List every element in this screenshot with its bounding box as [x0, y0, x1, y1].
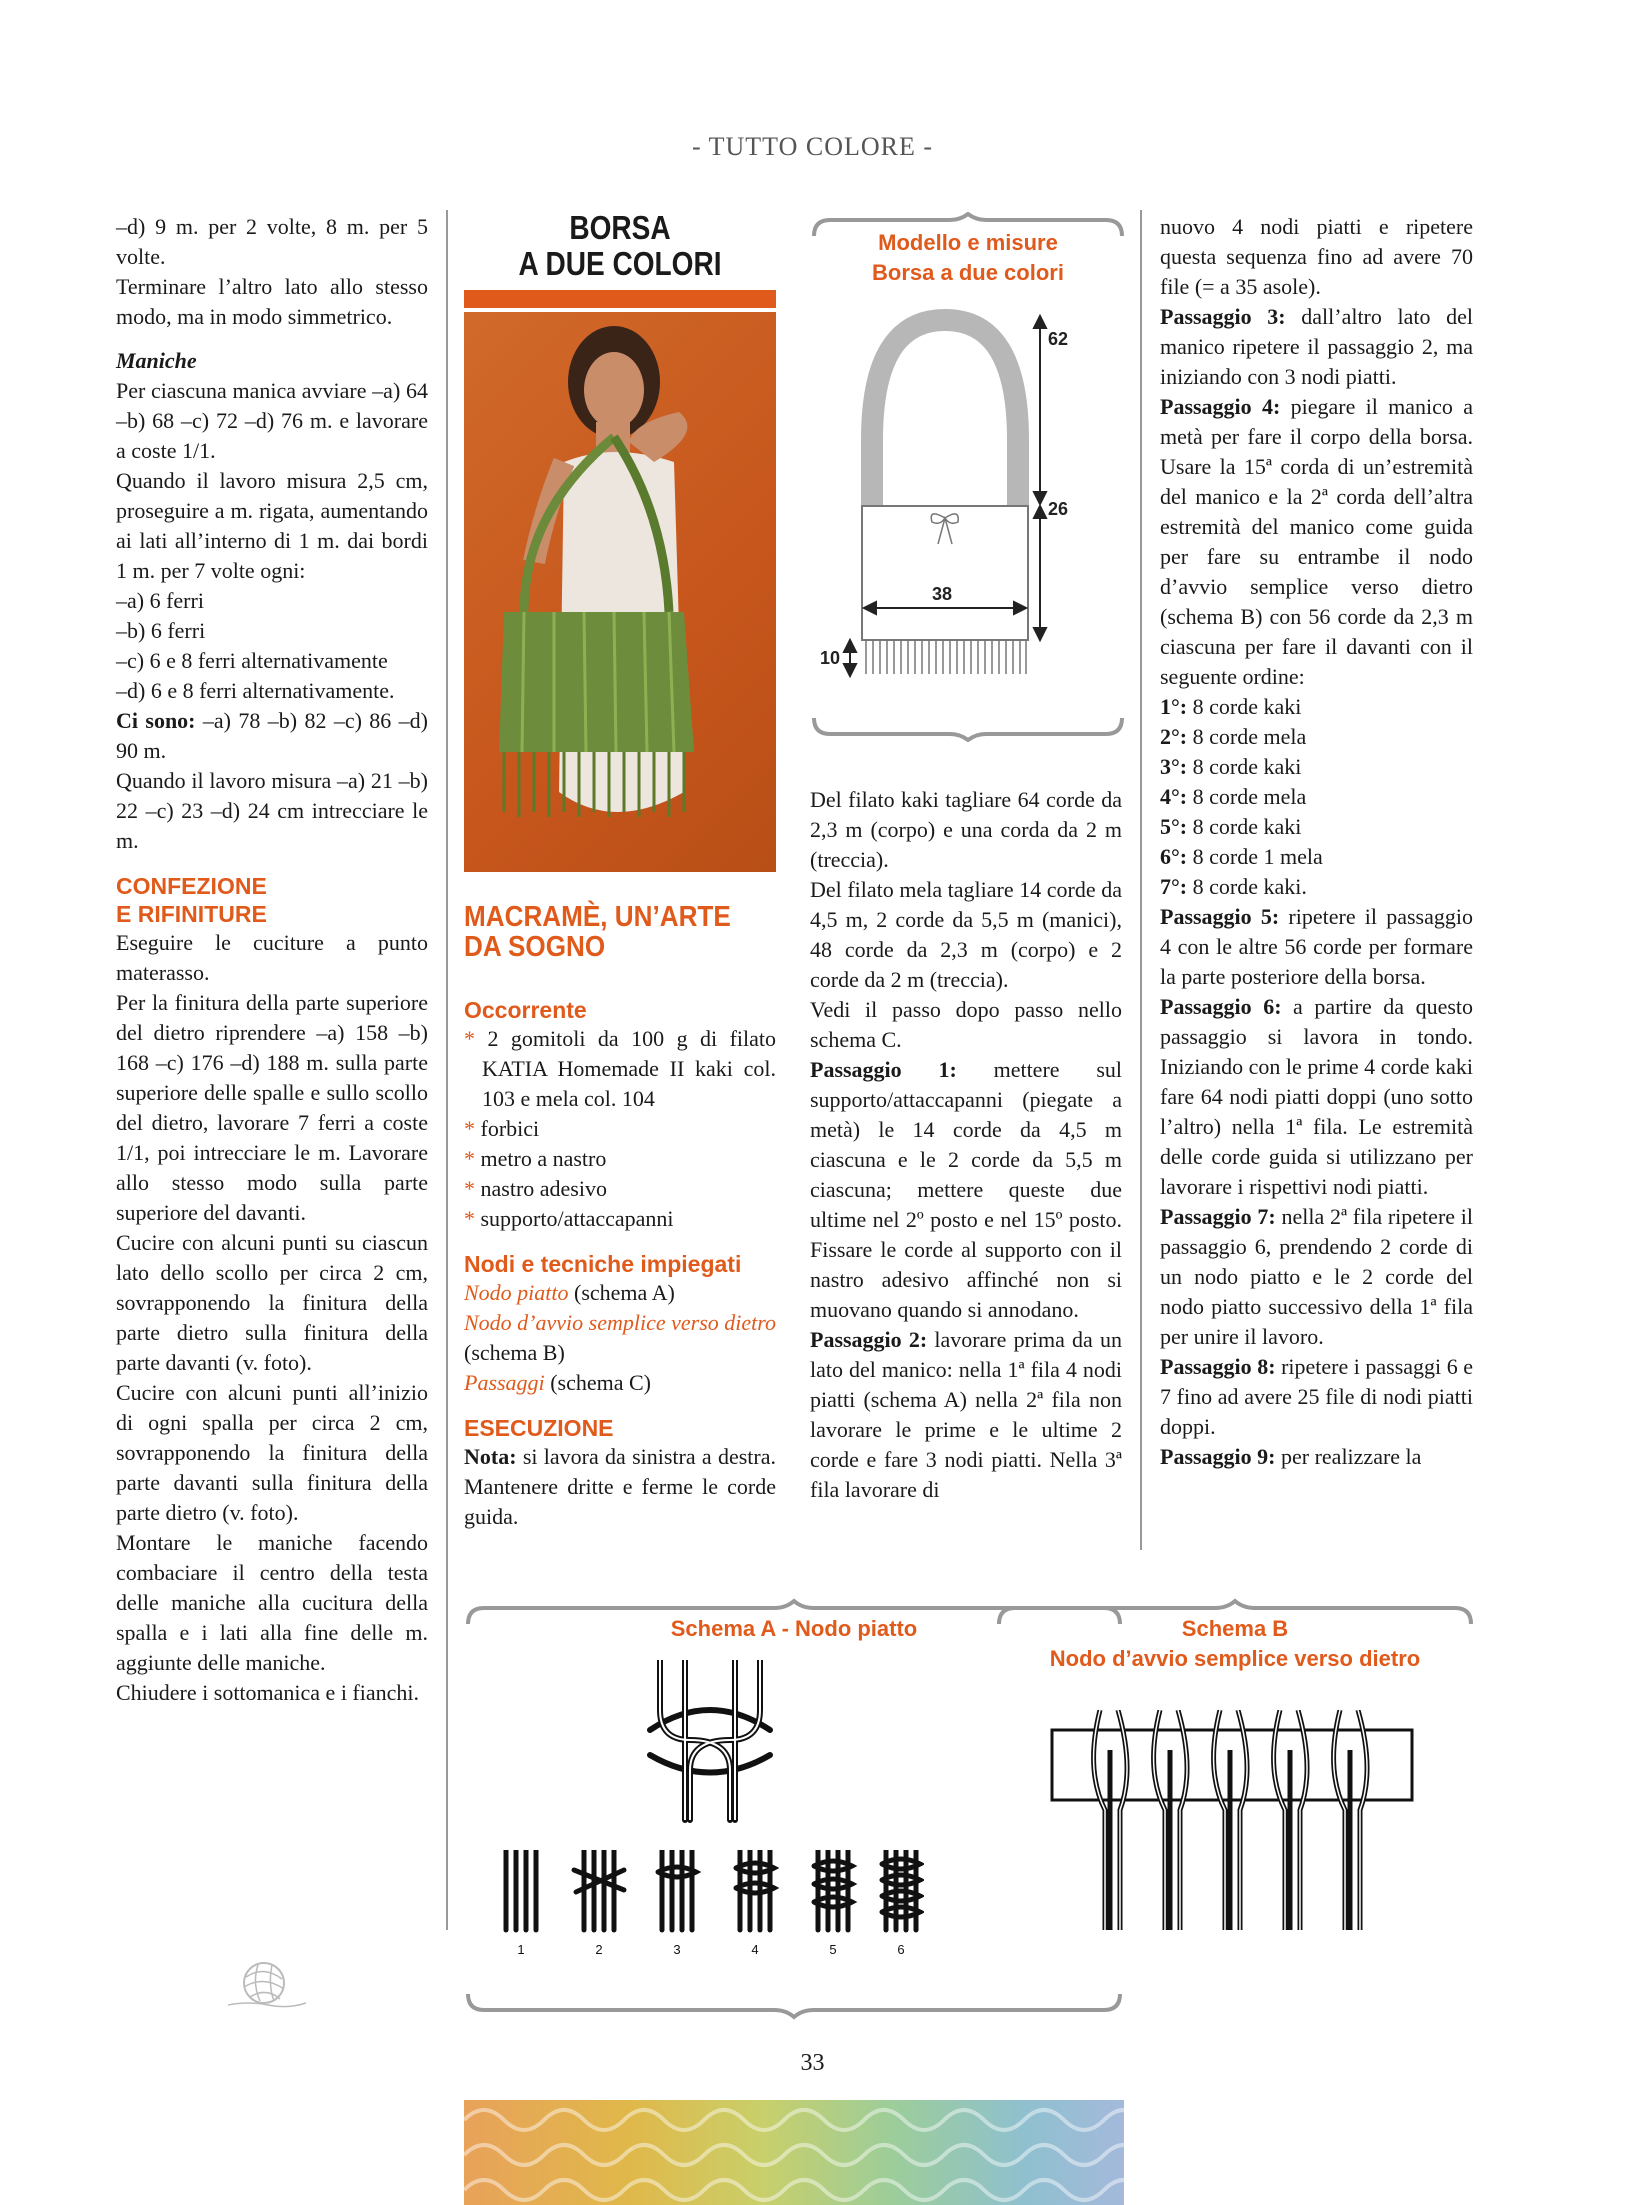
schema-b-diagram: [1050, 1710, 1420, 1940]
section-heading-nodi: Nodi e tecniche impiegati: [464, 1251, 742, 1277]
article-title: BORSA A DUE COLORI: [518, 209, 722, 282]
paragraph: Ci sono: –a) 78 –b) 82 –c) 86 –d) 90 m.: [116, 708, 429, 763]
paragraph: Del filato mela tagliare 14 corde da 4,5 m, 2 corde da 5,5 m (manici), 48 corde da 2,3 m (corpo) e 2 corde da 2 m (treccia).: [810, 877, 1122, 992]
list-item: 7°: 8 corde kaki.: [1160, 874, 1307, 899]
paragraph: Quando il lavoro misura 2,5 cm, proseguire a m. rigata, aumentando ai lati all’interno di 1 m. dai bordi 1 m. per 7 volte ogni:: [116, 468, 428, 583]
list-item: –b) 6 ferri: [116, 618, 206, 643]
paragraph: Cucire con alcuni punti su ciascun lato dello scollo per circa 2 cm, sovrapponendo la finitura della parte dietro sulla finitura della parte davanti (v. foto).: [116, 1230, 428, 1375]
bag-dimension-diagram: [810, 300, 1126, 710]
list-item: * 2 gomitoli da 100 g di filato KATIA Homemade II kaki col. 103 e mela col. 104: [464, 1026, 776, 1111]
paragraph: Passaggio 4: piegare il manico a metà per fare il corpo della borsa. Usare la 15ª corda di un’estremità del manico e la 2ª corda dell’altra estremità del manico come guida per fare su entrambe il nodo d’avvio semplice verso dietro (schema B) con 56 corde da 2,3 m ciascuna per fare il davanti con il seguente ordine:: [1160, 394, 1474, 689]
list-item: –d) 6 e 8 ferri alternativamente.: [116, 678, 395, 703]
paragraph: Passaggi (schema C): [464, 1370, 651, 1395]
bracket-bottom: [810, 712, 1126, 742]
paragraph: Quando il lavoro misura –a) 21 –b) 22 –c) 23 –d) 24 cm intrecciare le m.: [116, 768, 428, 853]
section-title-macrame: MACRAMÈ, UN’ARTE DA SOGNO: [464, 901, 731, 963]
section-heading-esecuzione: ESECUZIONE: [464, 1415, 614, 1441]
running-head: - TUTTO COLORE -: [691, 132, 934, 161]
list-item: * nastro adesivo: [464, 1176, 607, 1201]
list-item: * forbici: [464, 1116, 540, 1141]
step-label: 3: [673, 1942, 681, 1957]
bag-photo: [464, 312, 776, 872]
column-1: [116, 212, 428, 1708]
paragraph: Passaggio 3: dall’altro lato del manico ripetere il passaggio 2, ma iniziando con 3 nodi piatti.: [1160, 304, 1473, 389]
schema-a-knot-detail: [640, 1660, 780, 1830]
list-item: * supporto/attaccapanni: [464, 1206, 674, 1231]
list-item: 5°: 8 corde kaki: [1160, 814, 1302, 839]
paragraph: Montare le maniche facendo combaciare il centro della testa delle maniche alla cucitura della spalla e i lati alla fine delle m. aggiunte delle maniche.: [116, 1530, 428, 1675]
step-label: 1: [517, 1942, 525, 1957]
list-item: 4°: 8 corde mela: [1160, 784, 1307, 809]
paragraph: Passaggio 6: a partire da questo passaggio si lavora in tondo. Iniziando con le prime 4 corde kaki fare 64 nodi piatti doppi (uno sotto l’altro) nella 1ª fila. Le estremità delle corde guida si utilizzano per lavorare i rispettivi nodi piatti.: [1160, 994, 1474, 1199]
column-rule: [446, 210, 448, 1930]
step-label: 4: [751, 1942, 759, 1957]
dim-width-label: 38: [932, 584, 953, 604]
list-item: –a) 6 ferri: [116, 588, 204, 613]
title-underline-bar: [464, 290, 776, 308]
paragraph: Per ciascuna manica avviare –a) 64 –b) 68 –c) 72 –d) 76 m. e lavorare a coste 1/1.: [116, 378, 428, 463]
column-4: [1160, 212, 1473, 1472]
bracket-bottom: [464, 1990, 1124, 2020]
yarn-ball-icon: [228, 1955, 308, 2010]
list-item: * metro a nastro: [464, 1146, 607, 1171]
paragraph: Passaggio 2: lavorare prima da un lato del manico: nella 1ª fila 4 nodi piatti (schema A) nella 2ª fila non lavorare le prime e le ultime 2 corde e fare 3 nodi piatti. Nella 3ª fila lavorare di: [810, 1327, 1122, 1502]
column-2-text: [464, 996, 776, 1532]
paragraph: Passaggio 9: per realizzare la: [1160, 1444, 1422, 1469]
list-item: 6°: 8 corde 1 mela: [1160, 844, 1323, 869]
paragraph: Terminare l’altro lato allo stesso modo, ma in modo simmetrico.: [116, 274, 428, 329]
step-label: 6: [897, 1942, 905, 1957]
step-label: 5: [829, 1942, 837, 1957]
section-heading-confezione: E RIFINITURE: [116, 901, 267, 927]
list-item: –c) 6 e 8 ferri alternativamente: [116, 648, 388, 673]
paragraph: Del filato kaki tagliare 64 corde da 2,3 m (corpo) e una corda da 2 m (treccia).: [810, 787, 1122, 872]
paragraph: Nota: si lavora da sinistra a destra. Mantenere dritte e ferme le corde guida.: [464, 1444, 776, 1529]
paragraph: –d) 9 m. per 2 volte, 8 m. per 5 volte.: [116, 214, 428, 269]
list-item: 3°: 8 corde kaki: [1160, 754, 1302, 779]
paragraph: Passaggio 7: nella 2ª fila ripetere il passaggio 6, prendendo 2 corde di un nodo piatto e le 2 corde del nodo piatto successivo della 1ª fila per unire il lavoro.: [1160, 1204, 1473, 1349]
schema-b-title: Schema B Nodo d’avvio semplice verso dietro: [1049, 1616, 1421, 1671]
diagram-title: Modello e misure Borsa a due colori: [872, 230, 1064, 285]
paragraph: Chiudere i sottomanica e i fianchi.: [116, 1680, 420, 1705]
paragraph: Passaggio 5: ripetere il passaggio 4 con le altre 56 corde per formare la parte posteriore della borsa.: [1160, 904, 1473, 989]
section-heading-maniche: Maniche: [116, 348, 197, 373]
paragraph: Passaggio 8: ripetere i passaggi 6 e 7 fino ad avere 25 file di nodi piatti doppi.: [1160, 1354, 1473, 1439]
list-item: 1°: 8 corde kaki: [1160, 694, 1302, 719]
section-heading-confezione: CONFEZIONE: [116, 873, 267, 899]
paragraph: Per la finitura della parte superiore del dietro riprendere –a) 158 –b) 168 –c) 176 –d) 188 m. sulla parte superiore delle spalle e sullo scollo del dietro, lavorare 7 ferri a coste 1/1, poi intrecciare le m. Lavorare allo stesso modo sulla parte superiore del davanti.: [116, 990, 428, 1225]
paragraph: Cucire con alcuni punti all’inizio di ogni spalla per circa 2 cm, sovrapponendo la finitura della parte davanti sulla finitura della parte dietro (v. foto).: [116, 1380, 428, 1525]
column-3: [810, 785, 1122, 1505]
section-heading-occorrente: Occorrente: [464, 997, 587, 1023]
dim-handle-label: 62: [1048, 329, 1069, 349]
crochet-texture-strip: [464, 2100, 1124, 2205]
page-number: 33: [800, 2050, 825, 2076]
paragraph: Nodo d’avvio semplice verso dietro (schema B): [464, 1310, 776, 1365]
dim-height-label: 26: [1048, 499, 1069, 519]
paragraph: nuovo 4 nodi piatti e ripetere questa sequenza fino ad avere 70 file (= a 35 asole).: [1160, 214, 1473, 299]
schema-a-title: Schema A - Nodo piatto: [670, 1616, 918, 1641]
dim-fringe-label: 10: [820, 648, 841, 668]
schema-a-steps: [494, 1850, 924, 1960]
step-label: 2: [595, 1942, 603, 1957]
column-rule: [1140, 210, 1142, 1550]
paragraph: Nodo piatto (schema A): [464, 1280, 675, 1305]
paragraph: Vedi il passo dopo passo nello schema C.: [810, 997, 1122, 1052]
paragraph: Eseguire le cuciture a punto materasso.: [116, 930, 428, 985]
list-item: 2°: 8 corde mela: [1160, 724, 1307, 749]
paragraph: Passaggio 1: mettere sul supporto/attaccapanni (piegate a metà) le 14 corde da 4,5 m ciascuna e le 2 corde da 5,5 m ciascuna; mettere queste due ultime nel 2º posto e nel 15º posto. Fissare le corde al supporto con il nastro adesivo affinché non si muovano quando si annodano.: [810, 1057, 1123, 1322]
model-with-bag-illustration: [464, 312, 776, 872]
